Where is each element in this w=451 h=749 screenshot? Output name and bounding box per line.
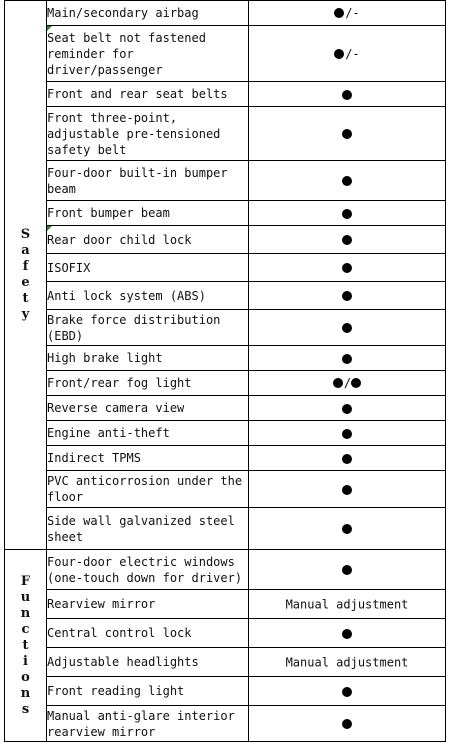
filled-dot-icon xyxy=(342,129,352,139)
feature-cell: ISOFIX xyxy=(47,254,249,282)
feature-cell: Main/secondary airbag xyxy=(47,1,249,26)
value-cell xyxy=(249,201,446,226)
table-row xyxy=(5,396,446,421)
feature-cell: Side wall galvanized steel sheet xyxy=(47,508,249,550)
value-text: Manual adjustment xyxy=(285,655,409,670)
value-cell xyxy=(249,550,446,590)
table-row xyxy=(5,107,446,161)
feature-cell: Four-door built-in bumper beam xyxy=(47,161,249,201)
value-separator: /- xyxy=(345,46,360,61)
filled-dot-icon xyxy=(342,209,352,219)
filled-dot-icon xyxy=(351,378,361,388)
filled-dot-icon xyxy=(342,90,352,100)
table-row xyxy=(5,346,446,371)
table-row xyxy=(5,82,446,107)
filled-dot-icon xyxy=(342,687,352,697)
category-safety xyxy=(5,1,47,550)
value-text: Manual adjustment xyxy=(285,597,409,612)
value-cell xyxy=(249,396,446,421)
value-cell xyxy=(249,1,446,26)
feature-cell: Four-door electric windows (one-touch down for driver) xyxy=(47,550,249,590)
feature-cell: Front and rear seat belts xyxy=(47,82,249,107)
value-cell xyxy=(249,677,446,706)
filled-dot-icon xyxy=(342,404,352,414)
feature-cell: Central control lock xyxy=(47,619,249,648)
value-separator: / xyxy=(343,376,352,391)
feature-cell: Front/rear fog light xyxy=(47,371,249,396)
filled-dot-icon xyxy=(342,719,352,729)
filled-dot-icon xyxy=(334,49,344,59)
feature-cell: Indirect TPMS xyxy=(47,446,249,471)
value-separator: /- xyxy=(345,6,360,21)
value-cell xyxy=(249,590,446,619)
feature-cell: Rearview mirror xyxy=(47,590,249,619)
category-label: Functions xyxy=(20,573,31,717)
filled-dot-icon xyxy=(342,485,352,495)
feature-cell: Front bumper beam xyxy=(47,201,249,226)
feature-cell: Engine anti-theft xyxy=(47,421,249,446)
table-row xyxy=(5,446,446,471)
table-row xyxy=(5,471,446,508)
table-row xyxy=(5,254,446,282)
value-cell xyxy=(249,226,446,254)
table-row xyxy=(5,508,446,550)
table-row xyxy=(5,421,446,446)
feature-cell: Reverse camera view xyxy=(47,396,249,421)
table-row xyxy=(5,26,446,82)
filled-dot-icon xyxy=(342,291,352,301)
value-cell xyxy=(249,446,446,471)
filled-dot-icon xyxy=(342,354,352,364)
filled-dot-icon xyxy=(342,176,352,186)
table-row xyxy=(5,161,446,201)
value-cell xyxy=(249,371,446,396)
filled-dot-icon xyxy=(342,454,352,464)
filled-dot-icon xyxy=(342,524,352,534)
table-row xyxy=(5,310,446,346)
table-row xyxy=(5,590,446,619)
value-cell xyxy=(249,26,446,82)
value-cell xyxy=(249,107,446,161)
feature-cell: Seat belt not fastened reminder for driver/passenger xyxy=(47,26,249,82)
filled-dot-icon xyxy=(342,629,352,639)
table-row xyxy=(5,648,446,677)
filled-dot-icon xyxy=(334,8,344,18)
value-cell xyxy=(249,619,446,648)
value-cell xyxy=(249,706,446,742)
filled-dot-icon xyxy=(342,565,352,575)
spec-table-body xyxy=(5,1,446,742)
value-cell xyxy=(249,508,446,550)
filled-dot-icon xyxy=(342,429,352,439)
value-cell xyxy=(249,161,446,201)
feature-cell: Manual anti-glare interior rearview mirror xyxy=(47,706,249,742)
table-row xyxy=(5,677,446,706)
feature-cell: Adjustable headlights xyxy=(47,648,249,677)
feature-cell: Anti lock system (ABS) xyxy=(47,282,249,310)
feature-cell: Rear door child lock xyxy=(47,226,249,254)
category-label: Safety xyxy=(20,227,31,322)
value-cell xyxy=(249,421,446,446)
value-cell xyxy=(249,82,446,107)
table-row xyxy=(5,282,446,310)
spec-table xyxy=(4,0,446,742)
feature-cell: Brake force distribution (EBD) xyxy=(47,310,249,346)
value-cell xyxy=(249,282,446,310)
feature-cell: High brake light xyxy=(47,346,249,371)
table-row xyxy=(5,226,446,254)
table-row xyxy=(5,371,446,396)
filled-dot-icon xyxy=(333,378,343,388)
category-functions xyxy=(5,550,47,742)
value-cell xyxy=(249,648,446,677)
filled-dot-icon xyxy=(342,263,352,273)
feature-cell: Front three-point, adjustable pre-tensioned safety belt xyxy=(47,107,249,161)
filled-dot-icon xyxy=(342,323,352,333)
feature-cell: Front reading light xyxy=(47,677,249,706)
table-row xyxy=(5,706,446,742)
table-row xyxy=(5,201,446,226)
table-row xyxy=(5,550,446,590)
filled-dot-icon xyxy=(342,235,352,245)
feature-cell: PVC anticorrosion under the floor xyxy=(47,471,249,508)
table-row xyxy=(5,619,446,648)
value-cell xyxy=(249,471,446,508)
table-row xyxy=(5,1,446,26)
value-cell xyxy=(249,346,446,371)
value-cell xyxy=(249,310,446,346)
value-cell xyxy=(249,254,446,282)
